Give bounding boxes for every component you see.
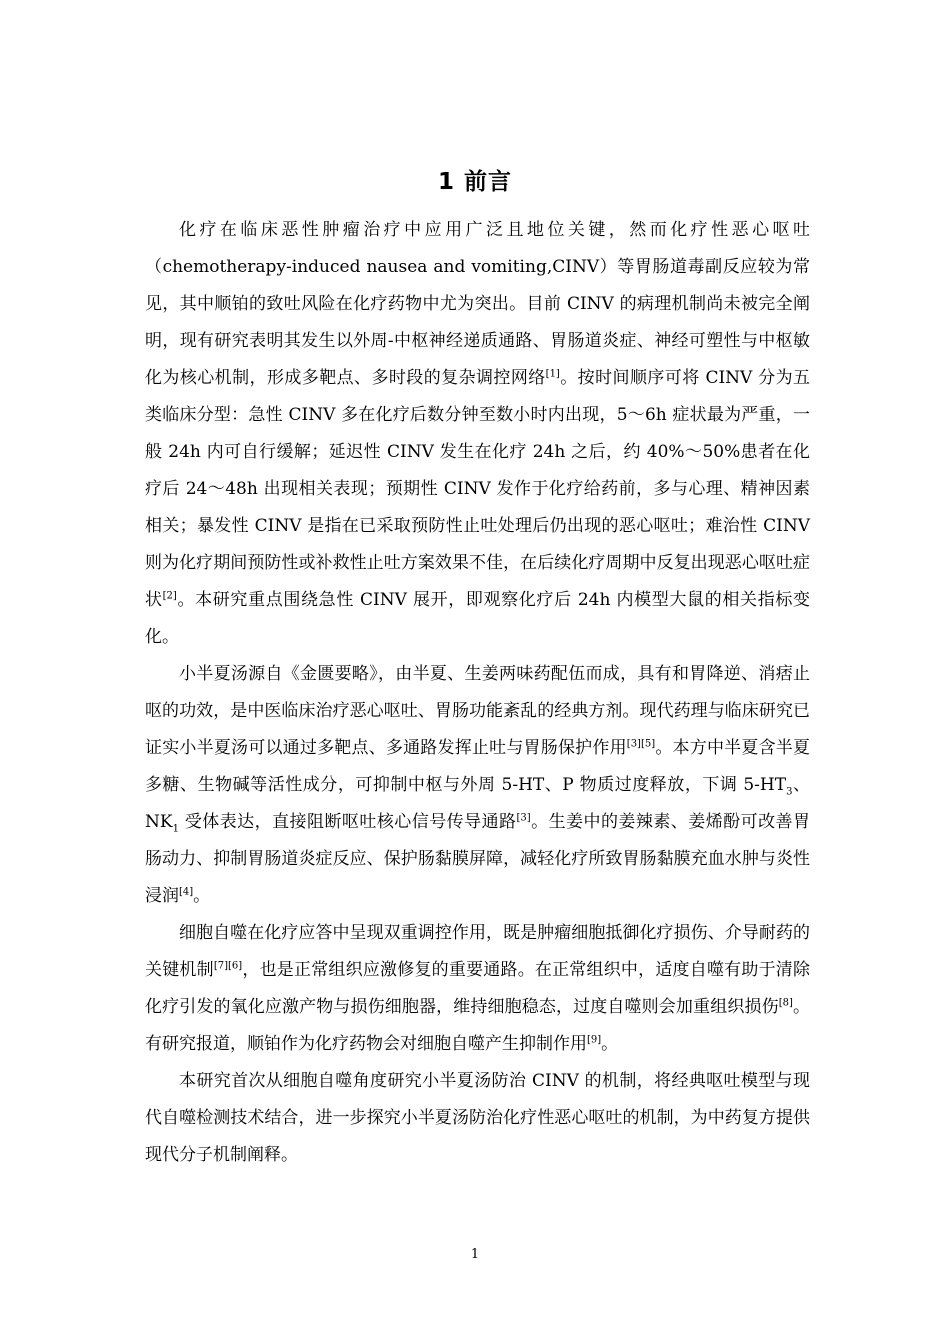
- text-run: 受体表达，直接阻断呕吐核心信号传导通路: [178, 812, 517, 832]
- paragraph: [145, 656, 810, 915]
- text-run: ，也是正常组织应激修复的重要通路。在正常组织中，适度自噬有助于清除化疗引发的氧化应激产物与损伤细胞器，维持细胞稳态，过度自噬则会加重组织损伤: [145, 960, 810, 1017]
- citation-ref: [1]: [545, 368, 560, 380]
- text-run: 。: [193, 886, 211, 906]
- text-run: 。按时间顺序可将 CINV 分为五类临床分型：急性 CINV 多在化疗后数分钟至数小时内出现，5～6h 症状最为严重，一般 24h 内可自行缓解；延迟性 CINV 发生在化疗 24h 之后，约 40%～50%患者在化疗后 24～48h 出现相关表现；预期性 CINV 发作于化疗给药前，多与心理、精神因素相关；暴发性 CINV 是指在已采取预防性止吐处理后仍出现的恶心呕吐；难治性 CINV 则为化疗期间预防性或补救性止吐方案效果不佳，在后续化疗周期中反复出现恶心呕吐症状: [145, 368, 810, 610]
- text-run: 。生姜中的姜辣素、姜烯酚可改善胃肠动力、抑制胃肠道炎症反应、保护肠黏膜屏障，减轻化疗所致胃肠黏膜充血水肿与炎性浸润: [145, 812, 811, 906]
- citation-ref: [8]: [778, 997, 793, 1009]
- text-run: 细胞自噬在化疗应答中呈现双重调控作用，既是肿瘤细胞抵御化疗损伤、介导耐药的关键机制: [145, 923, 810, 980]
- text-run: 化疗在临床恶性肿瘤治疗中应用广泛且地位关键，然而化疗性恶心呕吐（chemotherapy-induced nausea and vomiting,CINV）等胃肠道毒副反应较为常见，其中顺铂的致吐风险在化疗药物中尤为突出。目前 CINV 的病理机制尚未被完全阐明，现有研究表明其发生以外周-中枢神经递质通路、胃肠道炎症、神经可塑性与中枢敏化为核心机制，形成多靶点、多时段的复杂调控网络: [145, 220, 810, 388]
- text-run: 本研究首次从细胞自噬角度研究小半夏汤防治 CINV 的机制，将经典呕吐模型与现代自噬检测技术结合，进一步探究小半夏汤防治化疗性恶心呕吐的机制，为中药复方提供现代分子机制阐释。: [145, 1071, 810, 1165]
- citation-ref: [3]: [516, 812, 531, 824]
- paragraph: [145, 1063, 810, 1174]
- paragraph: [145, 915, 810, 1063]
- citation-ref: [7][6]: [213, 960, 243, 972]
- text-run: 。有研究报道，顺铂作为化疗药物会对细胞自噬产生抑制作用: [145, 997, 811, 1054]
- subscript: 1: [172, 823, 179, 835]
- citation-ref: [2]: [162, 590, 177, 602]
- body-text: [145, 212, 810, 1174]
- subscript: 3: [786, 786, 793, 798]
- section-heading: 1 前言: [437, 169, 512, 196]
- text-run: 。本研究重点围绕急性 CINV 展开，即观察化疗后 24h 内模型大鼠的相关指标变化。: [145, 590, 810, 647]
- citation-ref: [9]: [587, 1034, 602, 1046]
- paragraph: [145, 212, 810, 656]
- citation-ref: [4]: [179, 886, 194, 898]
- text-run: 、NK: [145, 775, 810, 832]
- citation-ref: [3][5]: [626, 738, 656, 750]
- page-number: 1: [470, 1247, 480, 1262]
- text-run: 小半夏汤源自《金匮要略》，由半夏、生姜两味药配伍而成，具有和胃降逆、消痞止呕的功效，是中医临床治疗恶心呕吐、胃肠功能紊乱的经典方剂。现代药理与临床研究已证实小半夏汤可以通过多靶点、多通路发挥止吐与胃肠保护作用: [145, 664, 810, 758]
- text-run: 。本方中半夏含半夏多糖、生物碱等活性成分，可抑制中枢与外周 5-HT、P 物质过度释放，下调 5-HT: [145, 738, 811, 795]
- text-run: 。: [601, 1034, 619, 1054]
